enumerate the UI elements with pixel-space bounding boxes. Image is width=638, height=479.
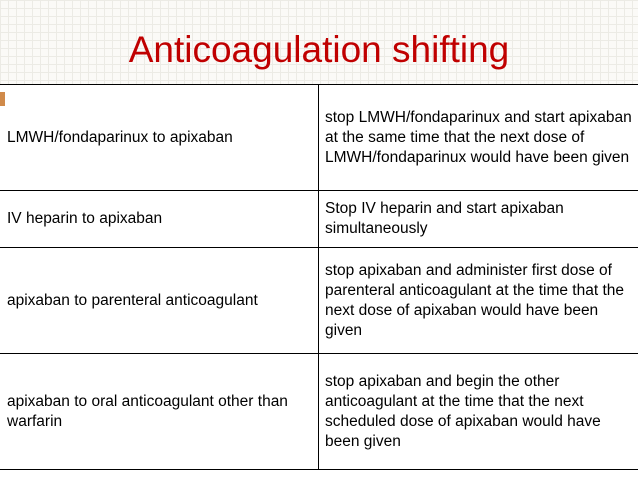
table-cell-from bbox=[0, 85, 319, 191]
table-cell-action bbox=[319, 354, 638, 470]
table-cell-action bbox=[319, 191, 638, 248]
slide-title: Anticoagulation shifting bbox=[128, 29, 510, 70]
cell-text: apixaban to oral anticoagulant other than warfarin bbox=[7, 392, 288, 430]
table-row bbox=[0, 354, 638, 470]
table-cell-action bbox=[319, 85, 638, 191]
table-cell-action bbox=[319, 248, 638, 354]
table-row bbox=[0, 248, 638, 354]
anticoagulation-table bbox=[0, 84, 638, 470]
cell-text: stop apixaban and begin the other anticoagulant at the time that the next scheduled dose of apixaban would have been given bbox=[325, 372, 601, 450]
cell-text: stop apixaban and administer first dose of parenteral anticoagulant at the time that the next dose of apixaban would have been given bbox=[325, 261, 625, 339]
cell-text: apixaban to parenteral anticoagulant bbox=[7, 291, 258, 309]
table-cell-from bbox=[0, 191, 319, 248]
cell-text: Stop IV heparin and start apixaban simultaneously bbox=[325, 200, 564, 237]
table-row bbox=[0, 191, 638, 248]
table-row bbox=[0, 85, 638, 191]
table-cell-from bbox=[0, 248, 319, 354]
accent-marker bbox=[0, 92, 5, 106]
cell-text: IV heparin to apixaban bbox=[7, 210, 163, 227]
table-cell-from bbox=[0, 354, 319, 470]
cell-text: stop LMWH/fondaparinux and start apixaban at the same time that the next dose of LMWH/fondaparinux would have been given bbox=[325, 108, 632, 166]
cell-text: LMWH/fondaparinux to apixaban bbox=[7, 128, 233, 146]
